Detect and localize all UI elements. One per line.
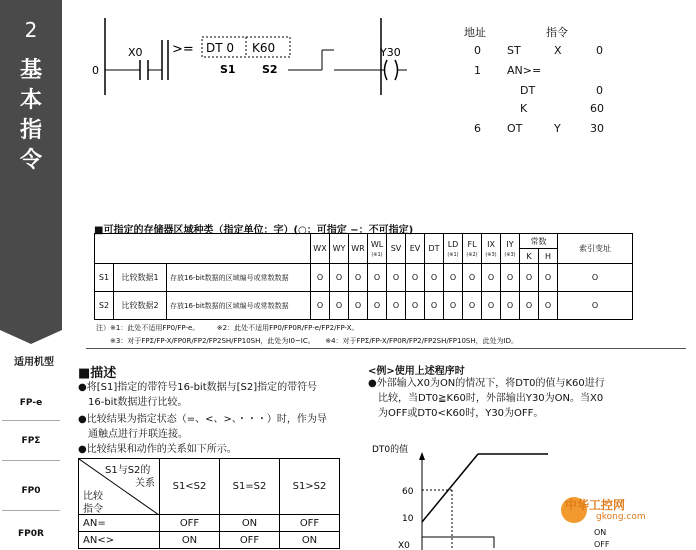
- col-header: WR: [351, 244, 365, 253]
- model-fp-sigma: FPΣ: [21, 436, 41, 446]
- mark-cell: O: [558, 264, 633, 292]
- ladder-operator: >=: [172, 42, 194, 57]
- cmp-header: S1>S2: [280, 459, 340, 515]
- corner-cell: [79, 459, 160, 515]
- text-line: 比较，当DT0≧K60时，外部输出Y30为ON。当X0: [368, 393, 604, 404]
- chapter-sidebar: [0, 0, 62, 550]
- ladder-contact-label: X0: [128, 46, 143, 59]
- mark-cell: O: [406, 292, 425, 320]
- state-off-label: OFF: [594, 540, 610, 549]
- text-line: 通触点进行并联连接。: [78, 429, 188, 440]
- mark-cell: O: [482, 292, 501, 320]
- operand-cell: S1: [95, 264, 114, 292]
- chapter-tab: [0, 0, 62, 330]
- chapter-title-char: 本: [19, 88, 42, 113]
- mark-cell: O: [330, 264, 349, 292]
- watermark-name: 中华工控网: [565, 498, 626, 512]
- mark-cell: O: [501, 292, 520, 320]
- code-cell: 6: [474, 122, 481, 135]
- axis-arrow: [419, 452, 425, 460]
- chapter-title-char: 基: [19, 58, 42, 83]
- col-note: (※1): [371, 251, 383, 258]
- cmp-cell: ON: [220, 515, 280, 532]
- text-line: ●比较结果为指定状态（=、<、>、・・・）时，作为导: [78, 414, 327, 425]
- footnotes: [96, 322, 518, 348]
- area-table-title: ■可指定的存储器区域种类（指定单位：字）(○：可指定 −：不可指定): [94, 225, 414, 236]
- model-fp-e: FP-e: [19, 398, 43, 408]
- chapter-number: 2: [24, 18, 38, 42]
- desc-para-3: ●比较结果和动作的关系如下所示。: [78, 444, 237, 455]
- cmp-cell: OFF: [280, 515, 340, 532]
- tab-arrow: [0, 330, 62, 344]
- cmp-cell: ON: [160, 532, 220, 549]
- x0-pulse: [422, 537, 494, 548]
- text-line: ●将[S1]指定的带符号16-bit数据与[S2]指定的带符号: [78, 382, 318, 393]
- col-header: IY: [506, 239, 514, 249]
- mark-cell: O: [330, 292, 349, 320]
- operand-name: 比较数据2: [114, 292, 167, 320]
- mark-cell: O: [520, 292, 539, 320]
- mark-cell: O: [311, 264, 330, 292]
- text-line: 16-bit数据进行比较。: [78, 397, 188, 408]
- code-cell: 0: [596, 44, 603, 57]
- blank-header: [95, 234, 311, 264]
- code-cell: Y: [554, 122, 561, 135]
- code-cell: 60: [590, 102, 604, 115]
- model-fp0r: FP0R: [18, 529, 44, 539]
- axis-label: DT0的值: [372, 445, 409, 455]
- index-header: 索引变址: [558, 234, 633, 264]
- mark-cell: O: [368, 292, 387, 320]
- operand-cell: S2: [95, 292, 114, 320]
- timing-chart: [368, 432, 568, 550]
- ladder-operand-dt: DT 0: [206, 41, 235, 55]
- mark-cell: O: [482, 264, 501, 292]
- mark-cell: O: [539, 292, 558, 320]
- code-cell: OT: [507, 122, 523, 135]
- watermark-url: gkong.com: [596, 512, 646, 522]
- example-heading: <例>使用上述程序时: [368, 366, 465, 377]
- cmp-header: S1=S2: [220, 459, 280, 515]
- col-header: WY: [332, 244, 346, 253]
- divider: [2, 420, 60, 421]
- const-header: 常数: [520, 234, 558, 249]
- operand-name: 比较数据1: [114, 264, 167, 292]
- mark-cell: O: [463, 264, 482, 292]
- chapter-title-char: 令: [19, 148, 42, 173]
- chapter-title: [0, 56, 62, 176]
- corner-text: 关系: [135, 478, 155, 489]
- col-header: IX: [487, 239, 495, 249]
- cmp-row-label: AN<>: [79, 532, 160, 549]
- code-cell: DT: [520, 84, 536, 97]
- header-address: 地址: [464, 26, 486, 39]
- code-cell: 30: [590, 122, 604, 135]
- ladder-diagram: [62, 0, 442, 110]
- mark-cell: O: [425, 264, 444, 292]
- dt0-ramp: [422, 454, 478, 522]
- code-cell: AN>=: [507, 64, 542, 77]
- ladder-coil-label: Y30: [380, 46, 401, 59]
- mark-cell: O: [368, 264, 387, 292]
- code-cell: X: [554, 44, 562, 57]
- operand-desc: 存放16-bit数据的区域编号或常数数据: [167, 264, 311, 292]
- mark-cell: O: [444, 292, 463, 320]
- col-header: WX: [313, 244, 327, 253]
- cmp-cell: OFF: [160, 515, 220, 532]
- cmp-header: S1<S2: [160, 459, 220, 515]
- operand-desc: 存放16-bit数据的区域编号或常数数据: [167, 292, 311, 320]
- tick-label: 10: [402, 514, 414, 524]
- mark-cell: O: [311, 292, 330, 320]
- col-note: (※2): [466, 251, 478, 258]
- corner-text: S1与S2的: [105, 465, 151, 476]
- mark-cell: O: [387, 264, 406, 292]
- col-header: LD: [447, 239, 459, 249]
- mark-cell: O: [444, 264, 463, 292]
- code-cell: 0: [474, 44, 481, 57]
- col-header: FL: [467, 239, 477, 249]
- col-header: K: [520, 249, 539, 264]
- col-note: (※1): [447, 251, 459, 258]
- mark-cell: O: [406, 264, 425, 292]
- ladder-operand-k: K60: [252, 41, 276, 55]
- cmp-cell: OFF: [220, 532, 280, 549]
- col-header: WL: [370, 239, 384, 249]
- ladder-s1-label: S1: [220, 63, 236, 76]
- cmp-cell: ON: [280, 532, 340, 549]
- mark-cell: O: [349, 292, 368, 320]
- mark-cell: O: [558, 292, 633, 320]
- col-header: EV: [409, 244, 421, 253]
- col-header: DT: [428, 244, 440, 253]
- header-instruction: 指令: [546, 26, 568, 39]
- text-line: 为OFF或DT0<K60时，Y30为OFF。: [368, 408, 544, 419]
- text-line: ●外部输入X0为ON的情况下，将DT0的值与K60进行: [368, 378, 605, 389]
- divider: [86, 348, 686, 349]
- col-header: H: [539, 249, 558, 264]
- comparison-table: [78, 458, 340, 549]
- mark-cell: O: [463, 292, 482, 320]
- mark-cell: O: [349, 264, 368, 292]
- ladder-s2-label: S2: [262, 63, 278, 76]
- divider: [2, 510, 60, 511]
- code-cell: K: [520, 102, 528, 115]
- mark-cell: O: [539, 264, 558, 292]
- code-cell: ST: [507, 44, 521, 57]
- example-para: [368, 376, 605, 421]
- corner-text: 指令: [83, 504, 103, 515]
- mark-cell: O: [387, 292, 406, 320]
- ladder-step: 0: [92, 64, 99, 77]
- signal-label: X0: [398, 541, 410, 550]
- tick-label: 60: [402, 487, 414, 497]
- mark-cell: O: [520, 264, 539, 292]
- memory-area-table: [94, 233, 633, 320]
- footnote: ※3：对于FPΣ/FP-X/FP0R/FP2/FP2SH/FP10SH，此处为I0~IC。 ※4：对于FPΣ/FP-X/FP0R/FP2/FP2SH/FP10SH，此处为ID。: [96, 337, 519, 345]
- divider: [2, 460, 60, 461]
- code-cell: 0: [596, 84, 603, 97]
- model-fp0: FP0: [21, 486, 41, 496]
- mark-cell: O: [425, 292, 444, 320]
- footnote: 注）※1：此处不适用FP0/FP-e。 ※2：此处不适用FP0/FP0R/FP-e/FP2/FP-X。: [96, 324, 359, 332]
- section-heading: ■描述: [78, 366, 117, 381]
- applicable-models-label: 适用机型: [14, 357, 54, 368]
- desc-para-2: [78, 412, 327, 442]
- mark-cell: O: [501, 264, 520, 292]
- col-header: SV: [390, 244, 402, 253]
- col-note: (※3): [485, 251, 497, 258]
- code-cell: 1: [474, 64, 481, 77]
- col-note: (※3): [504, 251, 516, 258]
- corner-text: 比较: [83, 491, 103, 502]
- chapter-title-char: 指: [19, 118, 42, 143]
- desc-para-1: [78, 380, 317, 410]
- cmp-row-label: AN=: [79, 515, 160, 532]
- state-on-label: ON: [594, 528, 607, 537]
